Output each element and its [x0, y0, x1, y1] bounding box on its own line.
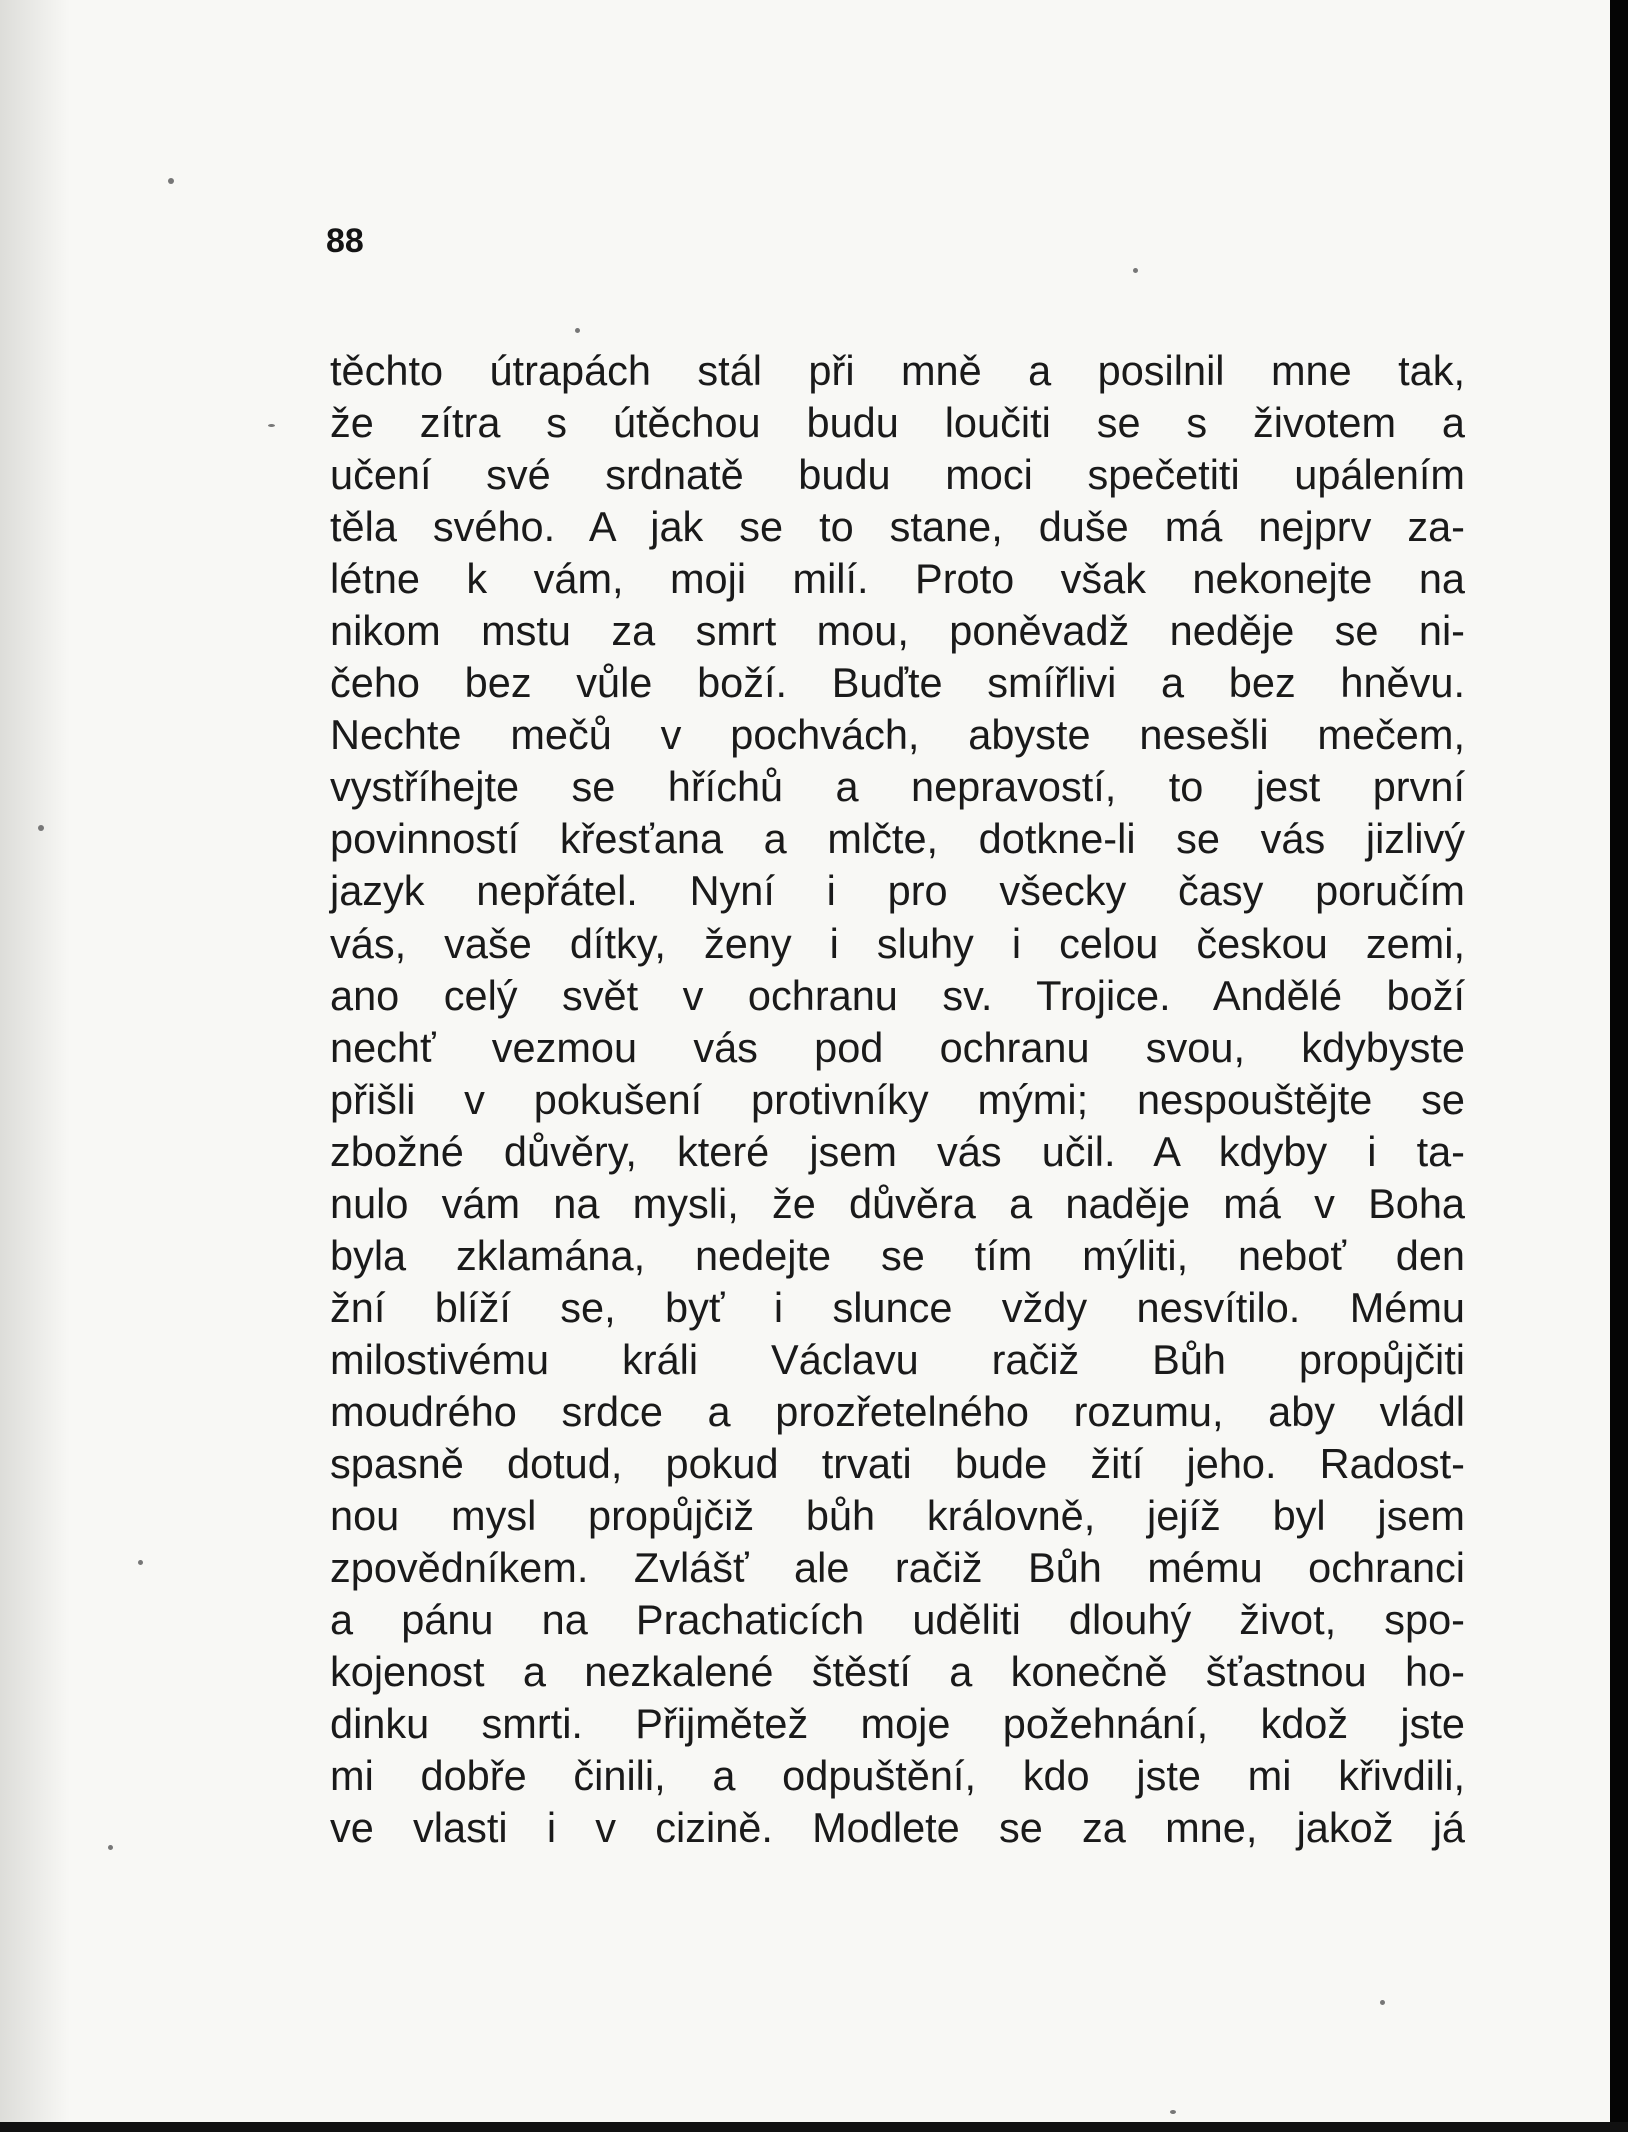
text-line: nikom mstu za smrt mou, poněvadž neděje se ni-	[330, 607, 1465, 655]
text-line: dinku smrti. Přijmětež moje požehnání, kdož jste	[330, 1700, 1465, 1748]
paper-speck	[168, 178, 174, 184]
text-line: kojenost a nezkalené štěstí a konečně šťastnou ho-	[330, 1648, 1465, 1696]
text-line: ano celý svět v ochranu sv. Trojice. Andělé boží	[330, 971, 1465, 1019]
paper-speck	[108, 1845, 113, 1850]
paper-speck	[575, 328, 580, 333]
text-line: přišli v pokušení protivníky mými; nespouštějte se	[330, 1075, 1465, 1123]
text-line: čeho bez vůle boží. Buďte smířlivi a bez hněvu.	[330, 659, 1465, 707]
text-line: byla zklamána, nedejte se tím mýliti, neboť den	[330, 1231, 1465, 1279]
paper-speck	[1170, 2110, 1176, 2114]
paper-speck	[1133, 268, 1138, 273]
text-line: vystříhejte se hříchů a nepravostí, to jest první	[330, 763, 1465, 811]
paper-speck	[138, 1560, 143, 1565]
paper-speck	[268, 424, 275, 427]
paper-speck	[38, 825, 44, 831]
page-number: 88	[326, 222, 364, 260]
text-line: Nechte mečů v pochvách, abyste nesešli mečem,	[330, 711, 1465, 759]
text-line: létne k vám, moji milí. Proto však nekonejte na	[330, 555, 1465, 603]
text-line: spasně dotud, pokud trvati bude žití jeho. Radost-	[330, 1439, 1465, 1487]
text-line: učení své srdnatě budu moci spečetiti upálením	[330, 451, 1465, 499]
text-line: nou mysl propůjčiž bůh královně, jejíž byl jsem	[330, 1492, 1465, 1540]
paper-speck	[1380, 2000, 1385, 2005]
text-line: jazyk nepřátel. Nyní i pro všecky časy poručím	[330, 867, 1465, 915]
text-line: zpovědníkem. Zvlášť ale račiž Bůh mému ochranci	[330, 1544, 1465, 1592]
page-right-edge	[1610, 0, 1628, 2132]
text-line: ve vlasti i v cizině. Modlete se za mne, jakož já	[330, 1804, 1465, 1852]
text-line: nechť vezmou vás pod ochranu svou, kdybyste	[330, 1023, 1465, 1071]
text-line: povinností křesťana a mlčte, dotkne-li se vás jizlivý	[330, 815, 1465, 863]
text-line: moudrého srdce a prozřetelného rozumu, aby vládl	[330, 1387, 1465, 1435]
text-line: zbožné důvěry, které jsem vás učil. A kdyby i ta-	[330, 1127, 1465, 1175]
text-line: že zítra s útěchou budu loučiti se s životem a	[330, 399, 1465, 447]
text-line: a pánu na Prachaticích uděliti dlouhý život, spo-	[330, 1596, 1465, 1644]
body-text	[330, 345, 1465, 1854]
text-line: mi dobře činili, a odpuštění, kdo jste mi křivdili,	[330, 1752, 1465, 1800]
text-line: žní blíží se, byť i slunce vždy nesvítilo. Mému	[330, 1283, 1465, 1331]
page-left-shadow	[0, 0, 70, 2132]
page-bottom-edge	[0, 2122, 1628, 2132]
text-line: vás, vaše dítky, ženy i sluhy i celou českou zemi,	[330, 919, 1465, 967]
text-line: těchto útrapách stál při mně a posilnil mne tak,	[330, 347, 1465, 394]
text-line: těla svého. A jak se to stane, duše má nejprv za-	[330, 503, 1465, 551]
text-line: nulo vám na mysli, že důvěra a naděje má v Boha	[330, 1179, 1465, 1227]
text-line: milostivému králi Václavu račiž Bůh propůjčiti	[330, 1335, 1465, 1383]
